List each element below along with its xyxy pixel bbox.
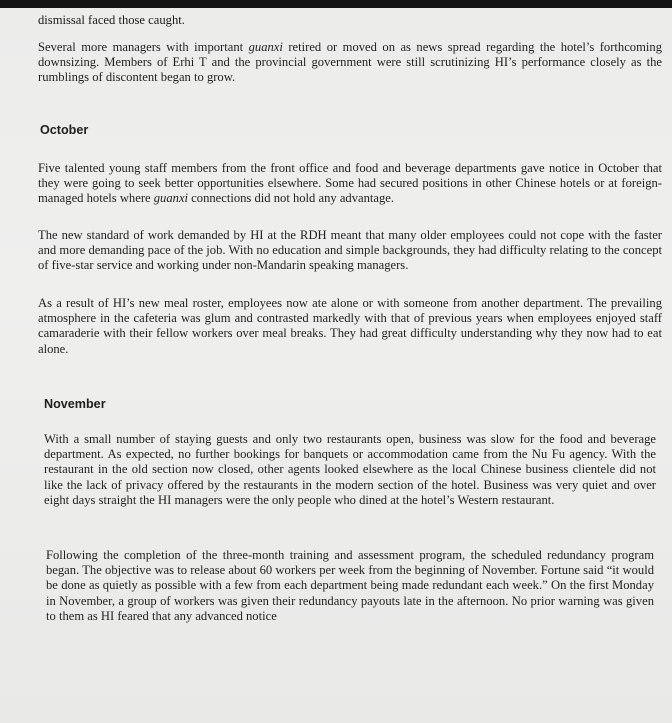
previous-page-fragment: dismissal faced those caught. [38, 12, 185, 27]
paragraph-meal-roster: As a result of HI’s new meal roster, employees now ate alone or with someone from another department. The prevailing atmosphere in the cafeteria was glum and contrasted markedly with that of previous years when employees enjoyed staff camaraderie with their fellow workers over meal breaks. They had great difficulty understanding why they now had to eat alone. [38, 296, 662, 356]
section-heading-october: October [40, 123, 89, 137]
text-run: Five talented young staff members from the front office and food and beverage departments gave notice in October that they were going to seek better opportunities elsewhere. Some had secured positions in other Chinese hotels or at foreign-managed hotels where [38, 161, 662, 206]
italic-term: guanxi [248, 40, 283, 54]
italic-term: guanxi [153, 191, 189, 206]
paragraph-work-standard: The new standard of work demanded by HI at the RDH meant that many older employees could not cope with the faster and more demanding pace of the job. With no education and simple backgrounds, they had difficulty relating to the concept of five-star service and working under non-Mandarin speaking managers. [38, 228, 662, 273]
text-run: connections did not hold any advantage. [188, 191, 395, 206]
text-run: retired or moved on as news spread regarding the hotel’s forthcoming downsizing. Members of Erhi T and the provincial government were still scrutinizing HI’s performance closely as the rumblings of discontent began to grow. [38, 40, 662, 85]
paragraph-redundancy-program: Following the completion of the three-month training and assessment program, the scheduled redundancy program began. The objective was to release about 60 workers per week from the beginning of November. Fortune said “it would be done as quietly as possible with a few from each department being made redundant each week.” On the first Monday in November, a group of workers was given their redundancy payouts late in the afternoon. No prior warning was given to them as HI feared that any advanced notice [46, 548, 654, 623]
text-run: Several more managers with important [38, 40, 249, 54]
paragraph-staff-resignations [38, 161, 662, 207]
paragraph-managers-retiring [38, 40, 662, 86]
paragraph-slow-business: With a small number of staying guests and only two restaurants open, business was slow for the food and beverage department. As expected, no further bookings for banquets or accommodation came from the Nu Fu agency. With the restaurant in the old section now closed, other agents looked elsewhere as the local Chinese business clientele did not like the lack of privacy offered by the restaurants in the modern section of the hotel. Business was very quiet and over eight days straight the HI managers were the only people who dined at the hotel’s Western restaurant. [44, 432, 656, 507]
section-heading-november: November [44, 397, 106, 411]
screen-edge-band [0, 0, 672, 8]
